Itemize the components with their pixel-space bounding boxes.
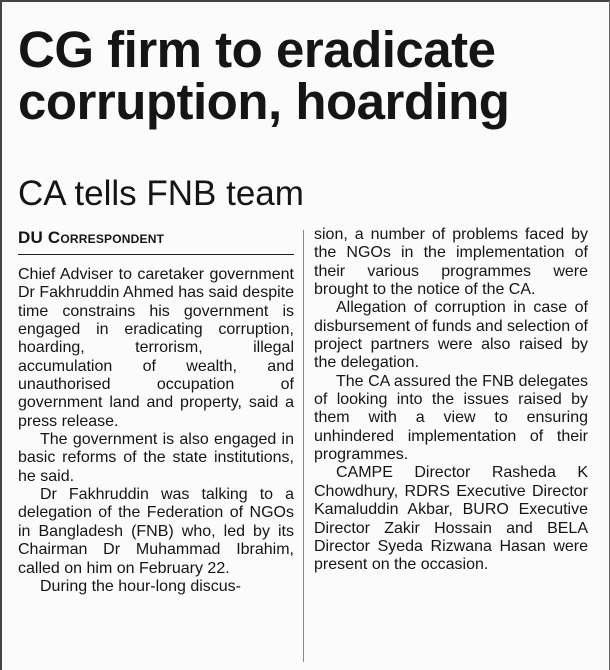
paragraph: The CA assured the FNB delegates of looking into the issues raised by them with a view to ensuring unhindered implementation of their programmes. bbox=[314, 372, 588, 464]
paragraph: Dr Fakhruddin was talking to a delegation of the Federation of NGOs in Bangladesh (FNB) who, led by its Chairman Dr Muhammad Ibrahim, called on him on February 22. bbox=[18, 486, 294, 577]
column-divider bbox=[303, 230, 304, 662]
paragraph: CAMPE Director Rasheda K Chowdhury, RDRS Executive Director Kamaluddin Akbar, BURO Executive Director Zakir Hossain and BELA Director Syeda Rizwana Hasan were present on the occasion. bbox=[314, 464, 588, 574]
subheadline: CA tells FNB team bbox=[18, 174, 304, 213]
paragraph: The government is also engaged in basic reforms of the state institutions, he said. bbox=[18, 431, 294, 485]
paragraph: Chief Adviser to caretaker government Dr Fakhruddin Ahmed has said despite time constrains his government is engaged in eradicating corruption, hoarding, terrorism, illegal accumulation of wealth, and unauthorised occupation of government land and property, said a press release. bbox=[18, 266, 294, 430]
body-column-right bbox=[314, 226, 588, 575]
paragraph: sion, a number of problems faced by the NGOs in the implementation of their various programmes were brought to the notice of the CA. bbox=[314, 226, 588, 299]
paragraph: Allegation of corruption in case of disbursement of funds and selection of project partners were also raised by the delegation. bbox=[314, 299, 588, 372]
byline-underline bbox=[18, 254, 294, 255]
headline bbox=[18, 21, 608, 130]
paragraph: During the hour-long discus- bbox=[40, 577, 241, 595]
headline-line-1: CG firm to eradicate bbox=[18, 21, 496, 78]
body-column-left bbox=[18, 266, 294, 596]
byline bbox=[18, 228, 164, 248]
headline-line-2: corruption, hoarding bbox=[18, 73, 510, 130]
byline-text: DU Correspondent bbox=[18, 228, 165, 247]
